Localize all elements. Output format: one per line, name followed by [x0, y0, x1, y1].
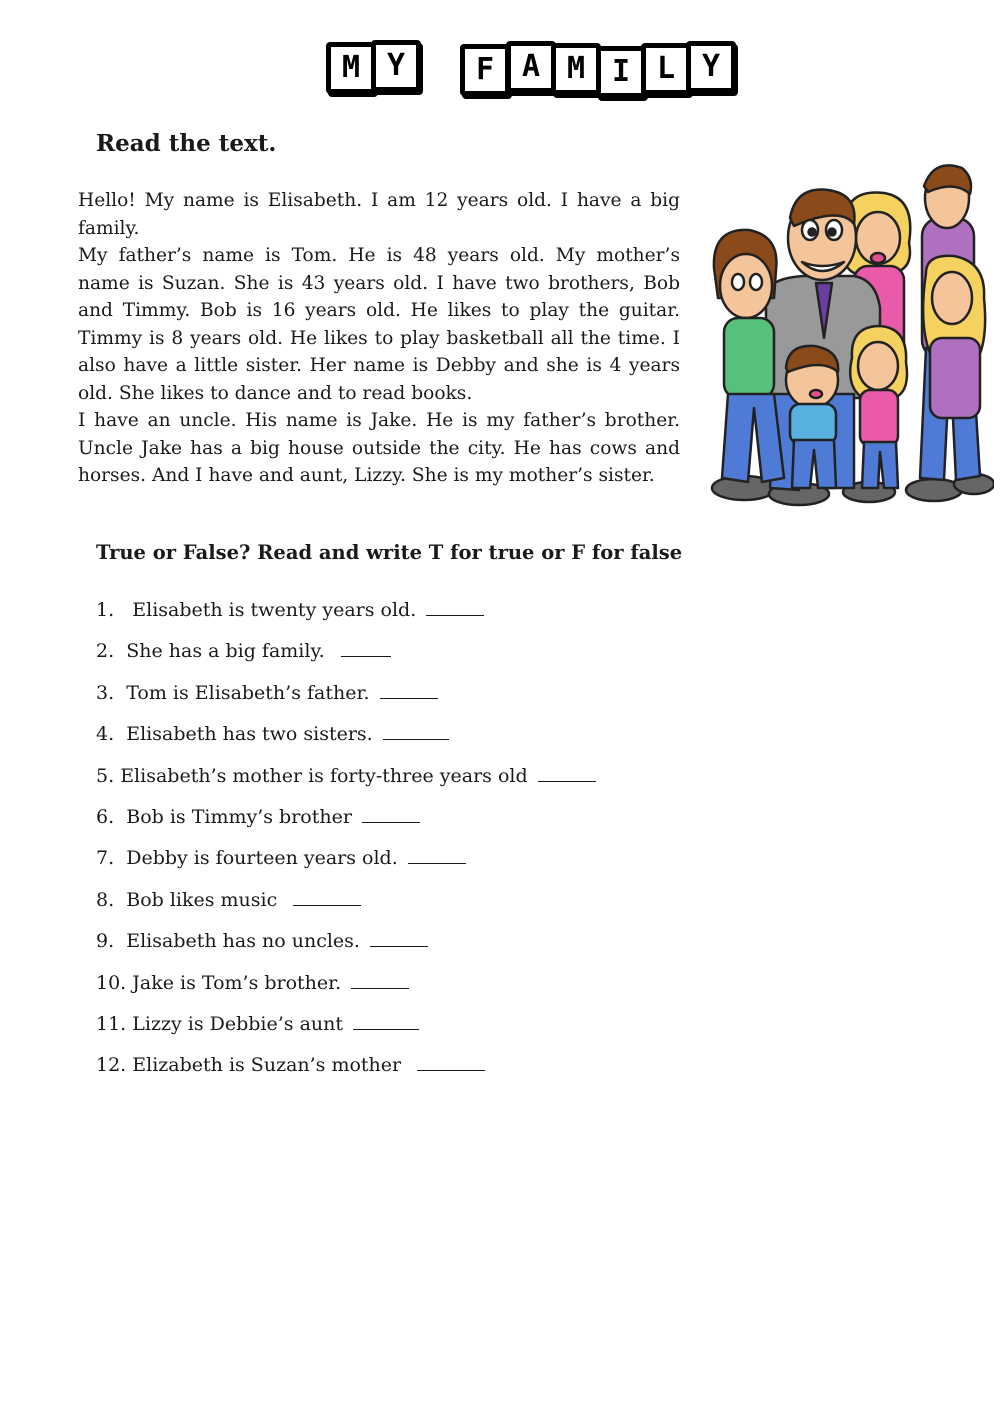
question-number: 8.	[96, 888, 115, 911]
question-text: Tom is Elisabeth’s father.	[126, 681, 370, 704]
family-illustration	[704, 158, 994, 508]
answer-blank[interactable]	[383, 720, 449, 740]
answer-blank[interactable]	[341, 637, 391, 657]
question-number: 3.	[96, 681, 115, 704]
question-number: 1.	[96, 599, 115, 621]
answer-blank[interactable]	[426, 596, 484, 616]
question-text: Bob is Timmy’s brother	[126, 805, 352, 828]
question-item	[96, 720, 596, 761]
question-number: 7.	[96, 847, 115, 870]
question-number: 2.	[96, 640, 115, 663]
title-letter-box: Y	[371, 40, 421, 92]
answer-blank[interactable]	[417, 1051, 485, 1071]
question-item	[96, 762, 596, 803]
story-paragraph: My father’s name is Tom. He is 48 years old. My mother’s name is Suzan. She is 43 years old. I have two brothers, Bob and Timmy. Bob is 16 years old. He likes to play the guitar. Timmy is 8 years old. He likes to play basketball all the time. I also have a little sister. Her name is Debby and she is 4 years old. She likes to dance and to read books.	[78, 245, 680, 404]
question-text: Elisabeth has two sisters.	[126, 723, 373, 746]
question-number: 4.	[96, 723, 115, 746]
question-text: Bob likes music	[126, 888, 278, 911]
title-letter-box: Y	[686, 41, 736, 93]
answer-blank[interactable]	[370, 927, 428, 947]
answer-blank[interactable]	[362, 803, 420, 823]
answer-blank[interactable]	[380, 679, 438, 699]
question-item	[96, 1010, 596, 1051]
question-text: Elizabeth is Suzan’s mother	[132, 1054, 402, 1077]
title-letter-box: L	[641, 43, 691, 95]
answer-blank[interactable]	[538, 762, 596, 782]
question-text: She has a big family.	[126, 640, 325, 663]
title-letter-box: M	[551, 43, 601, 95]
page-title	[0, 38, 1000, 102]
question-text: Elisabeth is twenty years old.	[132, 599, 417, 621]
question-item	[96, 596, 596, 637]
question-text: Elisabeth’s mother is forty-three years old	[120, 764, 528, 787]
story-paragraph: Hello! My name is Elisabeth. I am 12 years old. I have a big family.	[78, 190, 680, 239]
reading-text	[78, 187, 680, 490]
question-item	[96, 679, 596, 720]
title-letter-box: M	[326, 42, 376, 94]
exercise-instruction: True or False? Read and write T for true or F for false	[96, 541, 683, 564]
question-number: 10.	[96, 971, 127, 994]
question-item	[96, 803, 596, 844]
question-text: Jake is Tom’s brother.	[132, 971, 342, 994]
question-number: 11.	[96, 1012, 127, 1035]
question-text: Elisabeth has no uncles.	[126, 930, 360, 953]
answer-blank[interactable]	[293, 886, 361, 906]
question-item	[96, 637, 596, 678]
question-number: 6.	[96, 805, 115, 828]
question-text: Debby is fourteen years old.	[126, 847, 398, 870]
question-item	[96, 1051, 596, 1092]
title-letter-box: I	[596, 46, 646, 98]
question-list	[96, 596, 596, 1093]
reading-heading: Read the text.	[96, 130, 277, 157]
question-item	[96, 844, 596, 885]
story-paragraph: I have an uncle. His name is Jake. He is my father’s brother. Uncle Jake has a big house outside the city. He has cows and horses. And I have and aunt, Lizzy. She is my mother’s sister.	[78, 410, 680, 486]
question-item	[96, 927, 596, 968]
title-letter-box: F	[460, 44, 510, 96]
question-item	[96, 886, 596, 927]
question-number: 5.	[96, 764, 115, 787]
question-text: Lizzy is Debbie’s aunt	[132, 1012, 344, 1035]
title-letter-box: A	[506, 41, 556, 93]
question-number: 12.	[96, 1054, 127, 1077]
question-item	[96, 969, 596, 1010]
question-number: 9.	[96, 930, 115, 953]
answer-blank[interactable]	[408, 844, 466, 864]
answer-blank[interactable]	[353, 1010, 419, 1030]
answer-blank[interactable]	[351, 969, 409, 989]
